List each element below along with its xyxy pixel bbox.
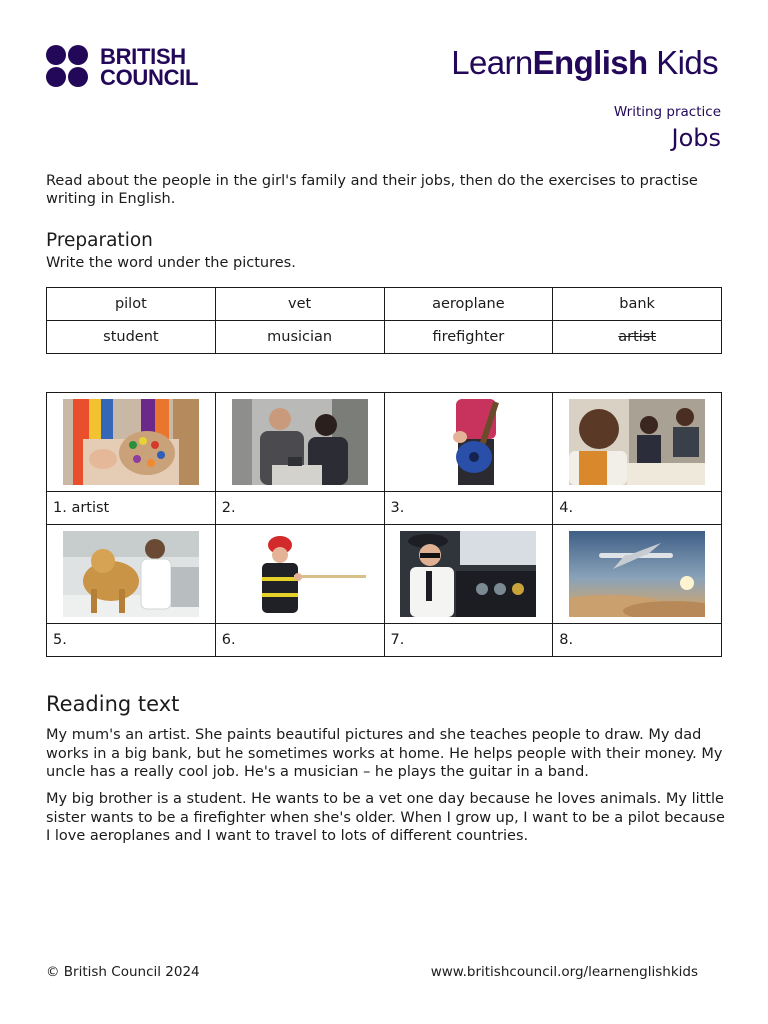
word-bank-cell: student: [47, 321, 216, 354]
picture-cell: [47, 393, 216, 492]
picture-cell: [384, 525, 553, 624]
word-bank-cell: firefighter: [384, 321, 553, 354]
struck-word: artist: [618, 329, 657, 345]
brand-learn: Learn: [451, 44, 533, 81]
word-bank-cell-struck: [553, 321, 722, 354]
aeroplane-clouds-photo: [569, 531, 705, 617]
picture-cell: [553, 393, 722, 492]
logo-line-1: BRITISH: [100, 44, 186, 69]
reading-heading: Reading text: [46, 692, 180, 716]
picture-label: 6.: [215, 624, 384, 657]
word-bank-cell: pilot: [47, 288, 216, 321]
brand-kids: Kids: [647, 44, 718, 81]
picture-label: 3.: [384, 492, 553, 525]
word-bank-cell: aeroplane: [384, 288, 553, 321]
picture-cell: [215, 393, 384, 492]
preparation-heading: Preparation: [46, 230, 153, 251]
word-bank-table: [46, 287, 722, 354]
bank-meeting-photo: [232, 399, 368, 485]
brand-english: English: [532, 44, 648, 81]
students-classroom-photo: [569, 399, 705, 485]
picture-label: 5.: [47, 624, 216, 657]
guitar-player-photo: [400, 399, 536, 485]
logo-text: [100, 46, 198, 88]
picture-row: [47, 525, 722, 624]
page-title: Jobs: [671, 124, 721, 152]
artist-palette-photo: [63, 399, 199, 485]
footer-copyright: © British Council 2024: [46, 964, 200, 980]
footer-url[interactable]: www.britishcouncil.org/learnenglishkids: [430, 964, 698, 980]
picture-label: 8.: [553, 624, 722, 657]
word-bank-cell: musician: [215, 321, 384, 354]
logo-line-2: COUNCIL: [100, 65, 199, 90]
label-row: [47, 624, 722, 657]
picture-label: 2.: [215, 492, 384, 525]
logo-dots-icon: [46, 45, 94, 89]
picture-cell: [47, 525, 216, 624]
firefighter-photo: [232, 531, 368, 617]
picture-label: 7.: [384, 624, 553, 657]
label-row: [47, 492, 722, 525]
preparation-instruction: Write the word under the pictures.: [46, 255, 296, 271]
picture-cell: [215, 525, 384, 624]
picture-table: [46, 392, 722, 657]
picture-row: [47, 393, 722, 492]
reading-paragraph-2: My big brother is a student. He wants to be a vet one day because he loves animals. My little sister wants to be a firefighter when she's older. When I grow up, I want to be a pilot because I love aeroplanes and I want to travel to lots of different countries.: [46, 791, 725, 844]
word-bank-row: [47, 321, 722, 354]
word-bank-cell: bank: [553, 288, 722, 321]
british-council-logo: [46, 44, 216, 90]
picture-label: 1. artist: [47, 492, 216, 525]
pilot-cockpit-photo: [400, 531, 536, 617]
intro-text: Read about the people in the girl's family and their jobs, then do the exercises to practise writing in English.: [46, 173, 698, 207]
page-subtitle: Writing practice: [613, 104, 721, 120]
learnenglish-kids-brand: [451, 44, 718, 82]
word-bank-row: [47, 288, 722, 321]
reading-paragraph-1: My mum's an artist. She paints beautiful pictures and she teaches people to draw. My dad works in a big bank, but he sometimes works at home. He helps people with their money. My uncle has a really cool job. He's a musician – he plays the guitar in a band.: [46, 727, 723, 780]
vet-dog-photo: [63, 531, 199, 617]
picture-cell: [384, 393, 553, 492]
word-bank-cell: vet: [215, 288, 384, 321]
picture-label: 4.: [553, 492, 722, 525]
picture-cell: [553, 525, 722, 624]
